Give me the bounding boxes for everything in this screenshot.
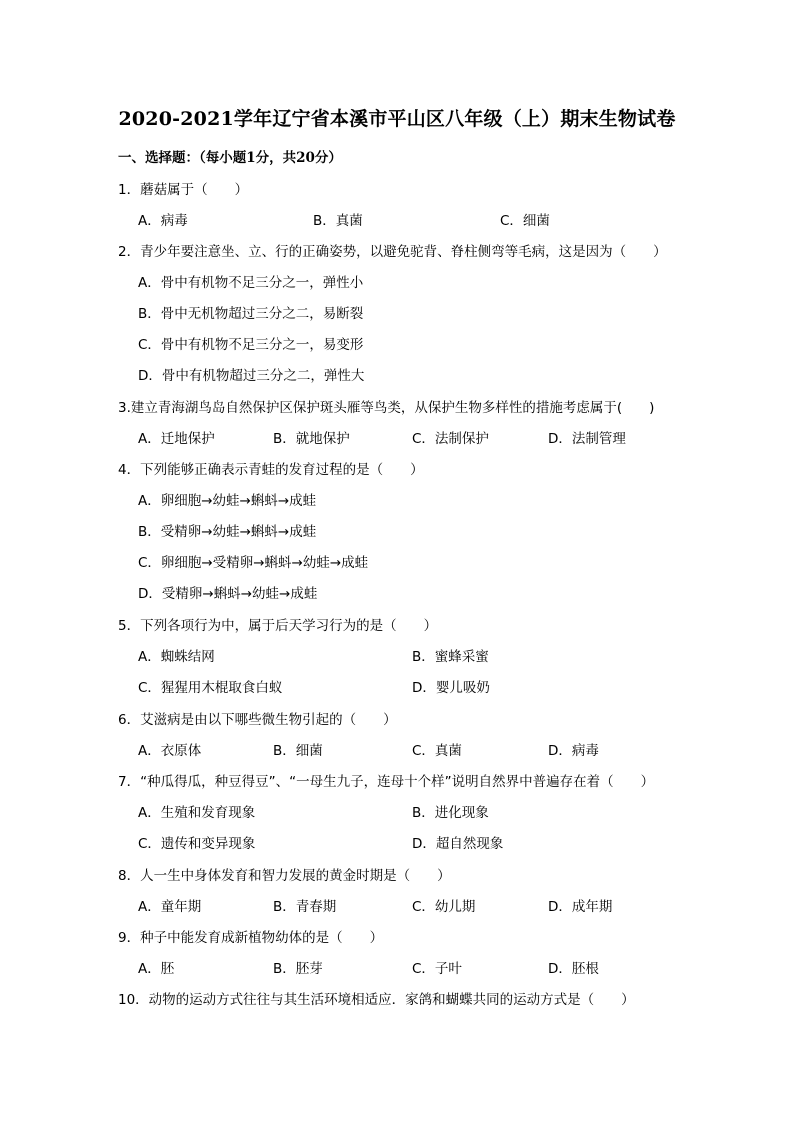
option[interactable]: D．病毒 bbox=[548, 743, 599, 759]
question-stem: 2．青少年要注意坐、立、行的正确姿势，以避免驼背、脊柱侧弯等毛病，这是因为（ ） bbox=[118, 244, 667, 260]
option[interactable]: A．病毒 bbox=[138, 213, 188, 229]
section-heading: 一、选择题：（每小题1分，共20分） bbox=[118, 150, 342, 166]
question-stem: 3.建立青海湖鸟岛自然保护区保护斑头雁等鸟类，从保护生物多样性的措施考虑属于( ) bbox=[118, 400, 655, 416]
option[interactable]: A．生殖和发育现象 bbox=[138, 805, 256, 821]
option[interactable]: C．细菌 bbox=[500, 213, 550, 229]
option[interactable]: C．真菌 bbox=[412, 743, 462, 759]
option[interactable]: A．衣原体 bbox=[138, 743, 202, 759]
option[interactable]: C．骨中有机物不足三分之一，易变形 bbox=[138, 337, 364, 353]
question-stem: 5．下列各项行为中，属于后天学习行为的是（ ） bbox=[118, 618, 438, 634]
option[interactable]: D．超自然现象 bbox=[412, 836, 504, 852]
option[interactable]: B．蜜蜂采蜜 bbox=[412, 649, 489, 665]
option[interactable]: D．胚根 bbox=[548, 961, 599, 977]
option[interactable]: A．胚 bbox=[138, 961, 175, 977]
option[interactable]: B．青春期 bbox=[273, 899, 337, 915]
option[interactable]: D．成年期 bbox=[548, 899, 613, 915]
option[interactable]: D．骨中有机物超过三分之二，弹性大 bbox=[138, 368, 365, 384]
question-stem: 4．下列能够正确表示青蛙的发育过程的是（ ） bbox=[118, 462, 424, 478]
page-title: 2020-2021学年辽宁省本溪市平山区八年级（上）期末生物试卷 bbox=[118, 108, 676, 130]
question-stem: 7．“种瓜得瓜，种豆得豆”、“一母生九子，连母十个样”说明自然界中普遍存在着（ ） bbox=[118, 774, 655, 790]
option[interactable]: C．猩猩用木棍取食白蚁 bbox=[138, 680, 283, 696]
question-stem: 8．人一生中身体发育和智力发展的黄金时期是（ ） bbox=[118, 868, 451, 884]
question-stem: 1．蘑菇属于（ ） bbox=[118, 182, 249, 198]
option[interactable]: D．受精卵→蝌蚪→幼蛙→成蛙 bbox=[138, 586, 318, 602]
option[interactable]: C．遗传和变异现象 bbox=[138, 836, 256, 852]
option[interactable]: B．受精卵→幼蛙→蝌蚪→成蛙 bbox=[138, 524, 317, 540]
option[interactable]: B．进化现象 bbox=[412, 805, 489, 821]
option[interactable]: D．婴儿吸奶 bbox=[412, 680, 490, 696]
option[interactable]: A．骨中有机物不足三分之一，弹性小 bbox=[138, 275, 364, 291]
option[interactable]: A．蜘蛛结网 bbox=[138, 649, 215, 665]
option[interactable]: A．童年期 bbox=[138, 899, 202, 915]
option[interactable]: B．就地保护 bbox=[273, 431, 350, 447]
option[interactable]: B．骨中无机物超过三分之二，易断裂 bbox=[138, 306, 364, 322]
option[interactable]: A．卵细胞→幼蛙→蝌蚪→成蛙 bbox=[138, 493, 317, 509]
option[interactable]: C．法制保护 bbox=[412, 431, 489, 447]
option[interactable]: C．卵细胞→受精卵→蝌蚪→幼蛙→成蛙 bbox=[138, 555, 369, 571]
option[interactable]: B．细菌 bbox=[273, 743, 323, 759]
question-stem: 9．种子中能发育成新植物幼体的是（ ） bbox=[118, 930, 384, 946]
option[interactable]: B．真菌 bbox=[313, 213, 363, 229]
option[interactable]: B．胚芽 bbox=[273, 961, 323, 977]
option[interactable]: C．幼儿期 bbox=[412, 899, 476, 915]
question-stem: 10．动物的运动方式往往与其生活环境相适应．家鸽和蝴蝶共同的运动方式是（ ） bbox=[118, 992, 635, 1008]
option[interactable]: A．迁地保护 bbox=[138, 431, 215, 447]
option[interactable]: C．子叶 bbox=[412, 961, 462, 977]
option[interactable]: D．法制管理 bbox=[548, 431, 626, 447]
question-stem: 6．艾滋病是由以下哪些微生物引起的（ ） bbox=[118, 712, 397, 728]
